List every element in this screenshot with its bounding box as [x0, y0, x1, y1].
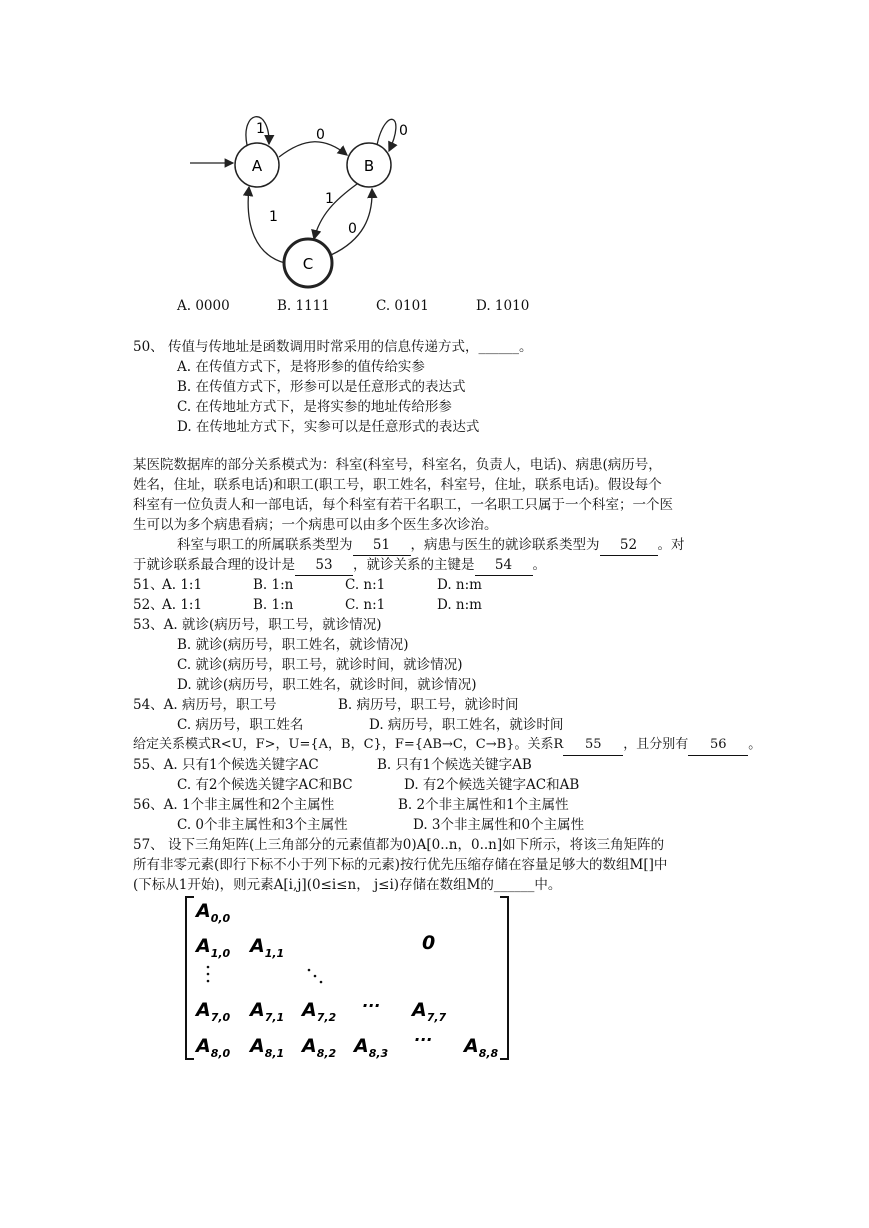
vdots — [207, 973, 210, 976]
vdots — [207, 966, 210, 969]
state-b-label: B — [363, 157, 375, 175]
matrix-entry: $A_{8,0}$ — [196, 1035, 231, 1060]
matrix-entry: $A_{8,8}$ — [464, 1035, 499, 1060]
hospital-question-line1 — [177, 535, 685, 556]
edge-c-a — [248, 187, 285, 263]
blank-53: 53 — [295, 555, 353, 576]
matrix-entry: $A_{1,1}$ — [250, 935, 285, 960]
matrix-entry: $A_{7,0}$ — [196, 999, 231, 1024]
q-text: 。对 — [657, 537, 685, 553]
matrix-zero: 0 — [422, 932, 436, 954]
q51-option-c: C. n:1 — [345, 577, 386, 593]
q-text: 科室与职工的所属联系类型为 — [177, 537, 353, 553]
edge-b-c-label: 1 — [325, 191, 334, 207]
matrix-left-bracket — [186, 897, 194, 1059]
q55-option-c: C. 有2个候选关键字AC和BC — [177, 777, 353, 793]
edge-c-a-label: 1 — [269, 209, 278, 225]
ddots — [308, 969, 311, 972]
q56-option-a: 56、A. 1个非主属性和2个主属性 — [133, 797, 335, 813]
ddots — [314, 975, 317, 978]
q49-option-d: D. 1010 — [476, 298, 530, 314]
q50-stem: 50、 传值与传地址是函数调用时常采用的信息传递方式，______。 — [133, 339, 533, 355]
q50-option-a: A. 在传值方式下，是将形参的值传给实参 — [177, 359, 425, 375]
blank-55: 55 — [563, 735, 623, 756]
state-diagram — [185, 105, 425, 295]
q57-line1: 57、 设下三角矩阵(上三角部分的元素值都为0)A[0..n，0..n]如下所示，将该三角矩阵的 — [133, 837, 665, 853]
q56-option-b: B. 2个非主属性和1个主属性 — [398, 797, 569, 813]
q54-option-b: B. 病历号，职工号，就诊时间 — [338, 697, 519, 713]
q52-option-a: A. 1:1 — [162, 597, 203, 613]
q51-option-a: A. 1:1 — [162, 577, 203, 593]
q52-option-c: C. n:1 — [345, 597, 386, 613]
q-text: 于就诊联系最合理的设计是 — [133, 557, 295, 573]
q54-option-d: D. 病历号，职工姓名，就诊时间 — [369, 717, 564, 733]
a-self-label: 1 — [256, 121, 265, 137]
q54-option-c: C. 病历号，职工姓名 — [177, 717, 304, 733]
vdots — [207, 980, 210, 983]
q52-option-b: B. 1:n — [253, 597, 294, 613]
matrix-entry: $A_{0,0}$ — [196, 900, 231, 925]
q55-option-b: B. 只有1个候选关键字AB — [377, 757, 532, 773]
ddots — [320, 981, 323, 984]
hospital-para-line1: 某医院数据库的部分关系模式为：科室(科室号，科室名，负责人，电话)、病患(病历号， — [133, 457, 662, 473]
q54-option-a: 54、A. 病历号，职工号 — [133, 697, 277, 713]
q-text: ，病患与医生的就诊联系类型为 — [410, 537, 600, 553]
q55-option-a: 55、A. 只有1个候选关键字AC — [133, 757, 319, 773]
matrix-entry: $A_{8,3}$ — [354, 1035, 389, 1060]
q52-option-d: D. n:m — [437, 597, 482, 613]
q51-option-d: D. n:m — [437, 577, 482, 593]
blank-56: 56 — [688, 735, 748, 756]
matrix-hdots: ··· — [362, 996, 381, 1015]
q57-line3: (下标从1开始)，则元素A[i,j](0≤i≤n， j≤i)存储在数组M的______中。 — [133, 877, 562, 893]
q49-option-b: B. 1111 — [277, 298, 330, 314]
state-c-label: C — [302, 255, 314, 273]
q51-num: 51、 — [133, 577, 164, 593]
hospital-para-line4: 生可以为多个病患看病；一个病患可以由多个医生多次诊治。 — [133, 517, 498, 533]
blank-54: 54 — [475, 555, 533, 576]
matrix-entry: $A_{1,0}$ — [196, 935, 231, 960]
matrix-entry: $A_{7,7}$ — [412, 999, 447, 1024]
q-text: ，且分别有 — [623, 737, 689, 752]
matrix-entry: $A_{8,2}$ — [302, 1035, 337, 1060]
blank-51: 51 — [353, 535, 411, 556]
q57-line2: 所有非零元素(即行下标不小于列下标的元素)按行优先压缩存储在容量足够大的数组M[]中 — [133, 857, 668, 873]
q53-option-a: 53、A. 就诊(病历号，职工号，就诊情况) — [133, 617, 382, 633]
matrix-right-bracket — [500, 897, 508, 1059]
matrix-hdots: ··· — [414, 1030, 433, 1049]
q53-option-d: D. 就诊(病历号，职工姓名，就诊时间，就诊情况) — [177, 677, 477, 693]
hospital-question-line2 — [133, 555, 546, 576]
edge-a-b — [279, 142, 347, 157]
q55-option-d: D. 有2个候选关键字AC和AB — [404, 777, 580, 793]
q50-option-c: C. 在传地址方式下，是将实参的地址传给形参 — [177, 399, 452, 415]
b-self-label: 0 — [399, 123, 408, 139]
q-text: 给定关系模式R<U，F>，U={A，B，C}，F={AB→C，C→B}。关系R — [133, 737, 564, 752]
q-text: ，就诊关系的主键是 — [353, 557, 475, 573]
matrix-entry: $A_{7,2}$ — [302, 999, 337, 1024]
matrix-entry: $A_{7,1}$ — [250, 999, 285, 1024]
blank-52: 52 — [600, 535, 658, 556]
q53-option-c: C. 就诊(病历号，职工号，就诊时间，就诊情况) — [177, 657, 463, 673]
q49-option-a: A. 0000 — [177, 298, 230, 314]
hospital-para-line3: 科室有一位负责人和一部电话，每个科室有若干名职工，一名职工只属于一个科室；一个医 — [133, 497, 673, 513]
q50-option-b: B. 在传值方式下，形参可以是任意形式的表达式 — [177, 379, 466, 395]
state-a-label: A — [251, 157, 263, 175]
q51-option-b: B. 1:n — [253, 577, 294, 593]
hospital-para-line2: 姓名，住址，联系电话)和职工(职工号，职工姓名，科室号，住址，联系电话)。假设每个 — [133, 477, 662, 493]
q53-option-b: B. 就诊(病历号，职工姓名，就诊情况) — [177, 637, 409, 653]
q50-option-d: D. 在传地址方式下，实参可以是任意形式的表达式 — [177, 419, 480, 435]
q56-option-d: D. 3个非主属性和0个主属性 — [413, 817, 585, 833]
relation-question — [133, 735, 761, 756]
matrix-entry: $A_{8,1}$ — [250, 1035, 285, 1060]
q-text: 。 — [748, 737, 762, 752]
q52-num: 52、 — [133, 597, 164, 613]
q-text: 。 — [532, 557, 546, 573]
edge-a-b-label: 0 — [316, 127, 325, 143]
triangular-matrix — [178, 893, 518, 1065]
q56-option-c: C. 0个非主属性和3个主属性 — [177, 817, 348, 833]
edge-c-b-label: 0 — [348, 221, 357, 237]
q49-option-c: C. 0101 — [376, 298, 429, 314]
